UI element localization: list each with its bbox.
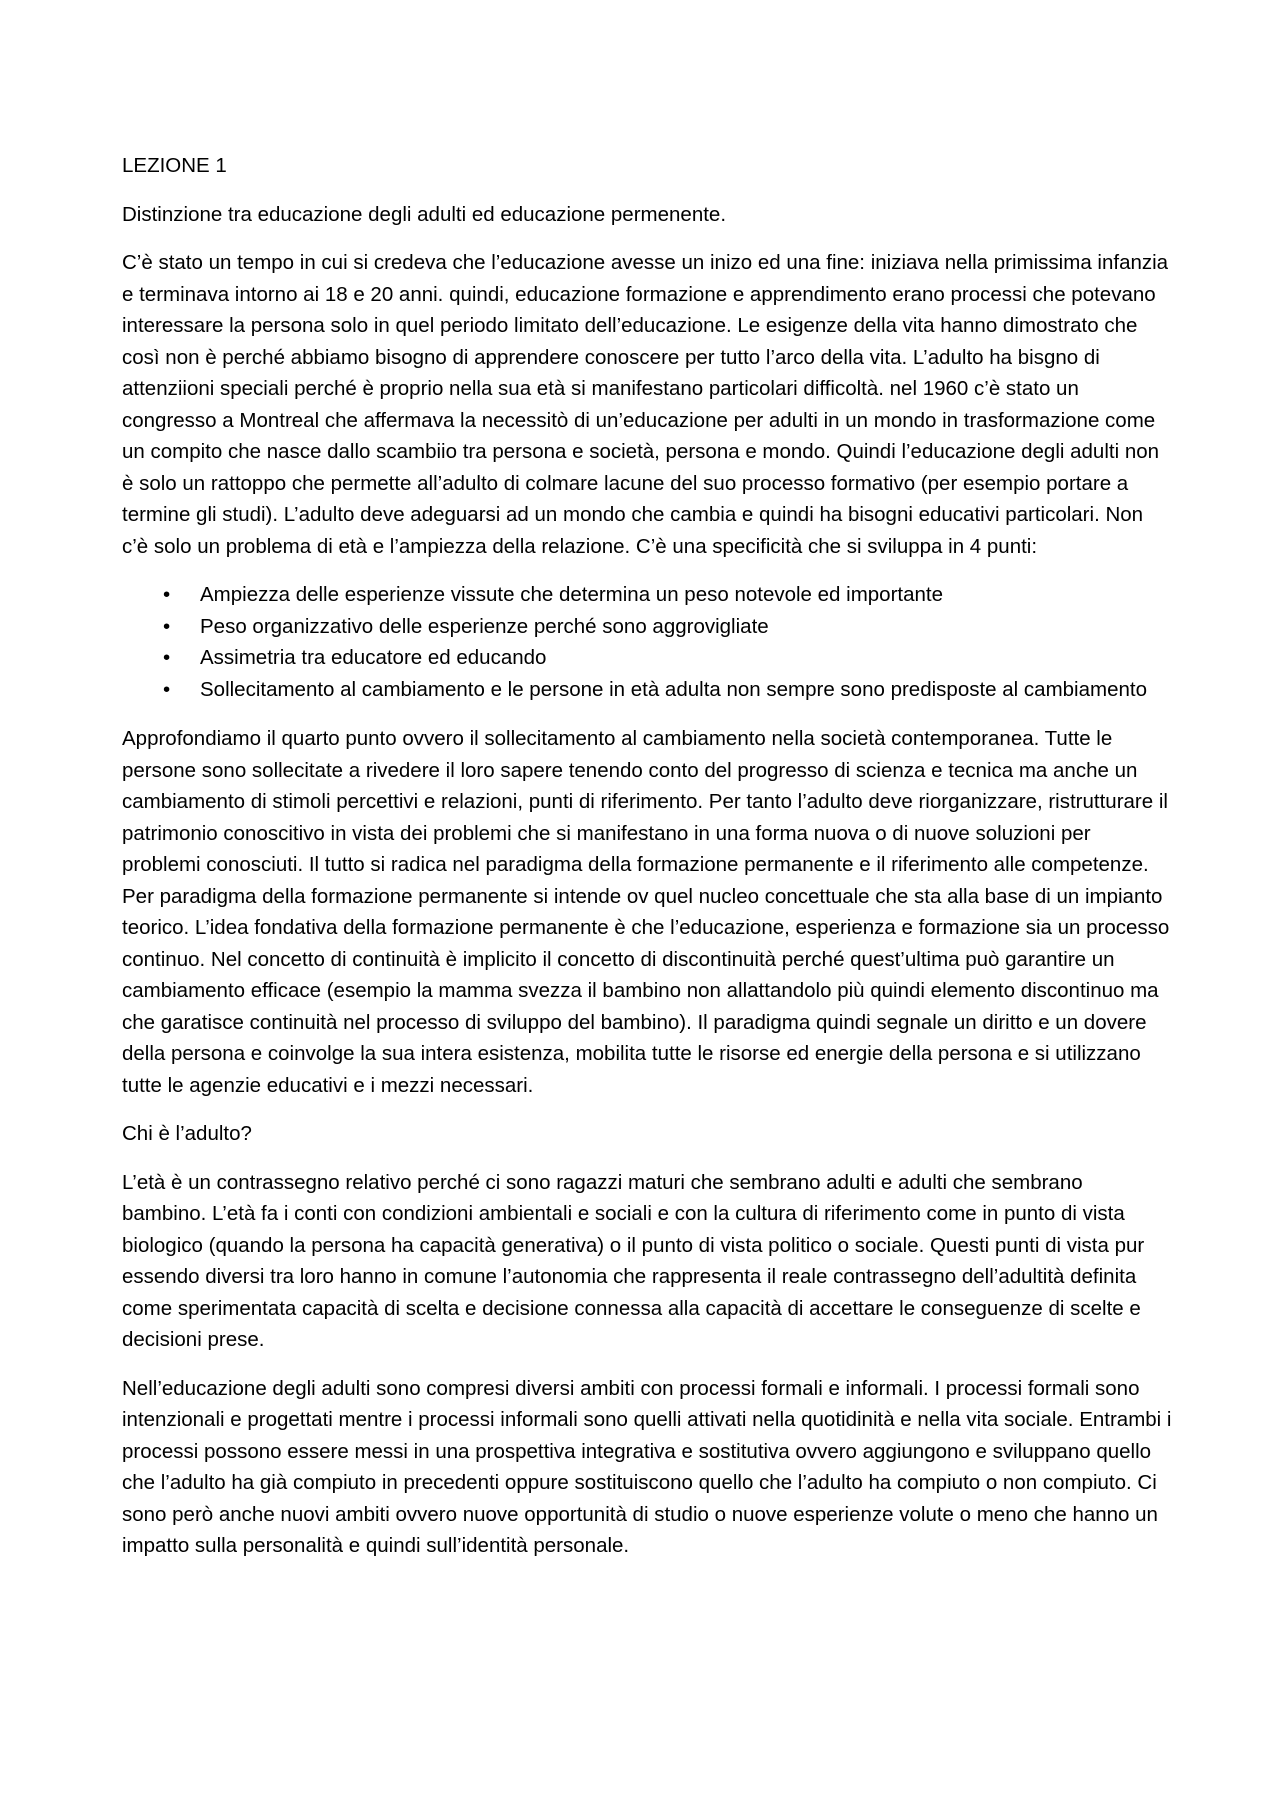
list-item-text: Ampiezza delle esperienze vissute che determina un peso notevole ed importante — [200, 583, 943, 606]
specificity-points-list — [122, 579, 1172, 705]
bullet-icon: • — [163, 614, 171, 638]
document-page — [122, 150, 1172, 1579]
body-paragraph-adulthood: L’età è un contrassegno relativo perché ci sono ragazzi maturi che sembrano adulti e adulti che sembrano bambino. L’età fa i conti con condizioni ambientali e sociali e con la cultura di riferimento come in punto di vista biologico (quando la persona ha capacità generativa) o il punto di vista politico o sociale. Questi punti di vista pur essendo diversi tra loro hanno in comune l’autonomia che rappresenta il reale contrassegno dell’adultità definita come sperimentata capacità di scelta e decisione connessa alla capacità di accettare le conseguenze di scelte e decisioni prese. — [122, 1170, 1145, 1351]
list-item — [122, 642, 1172, 674]
list-item-text: Assimetria tra educatore ed educando — [200, 646, 547, 669]
list-item — [122, 674, 1172, 706]
lesson-subtitle: Distinzione tra educazione degli adulti ed educazione permenente. — [122, 202, 727, 226]
lesson-heading: LEZIONE 1 — [122, 154, 227, 177]
list-item-text: Peso organizzativo delle esperienze perché sono aggrovigliate — [200, 614, 769, 638]
bullet-icon: • — [163, 583, 171, 606]
body-paragraph-processes: Nell’educazione degli adulti sono compresi diversi ambiti con processi formali e informali. I processi formali sono intenzionali e progettati mentre i processi informali sono quelli attivati nella quotidinità e nella vita sociale. Entrambi i processi possono essere messi in una prospettiva integrativa e sostitutiva ovvero aggiungono e sviluppano quello che l’adulto ha già compiuto in precedenti oppure sostituiscono quello che l’adulto ha compiuto o non compiuto. Ci sono però anche nuovi ambiti ovvero nuove opportunità di studio o nuove esperienze volute o meno che hanno un impatto sulla personalità e quindi sull’identità personale. — [122, 1376, 1172, 1557]
list-item — [122, 611, 1172, 643]
bullet-icon: • — [163, 677, 171, 701]
section-question: Chi è l’adulto? — [122, 1122, 252, 1145]
list-item — [122, 579, 1172, 611]
bullet-icon: • — [163, 646, 171, 669]
body-paragraph-change: Approfondiamo il quarto punto ovvero il sollecitamento al cambiamento nella società contemporanea. Tutte le persone sono sollecitate a rivedere il loro sapere tenendo conto del progresso di scienza e tecnica ma anche un cambiamento di stimoli percettivi e relazioni, punti di riferimento. Per tanto l’adulto deve riorganizzare, ristrutturare il patrimonio conoscitivo in vista dei problemi che si manifestano in una forma nuova o di nuove soluzioni per problemi conosciuti. Il tutto si radica nel paradigma della formazione permanente e il riferimento alle competenze. Per paradigma della formazione permanente si intende ov quel nucleo concettuale che sta alla base di un impianto teorico. L’idea fondativa della formazione permanente è che l’educazione, esperienza e formazione sia un processo continuo. Nel concetto di continuità è implicito il concetto di discontinuità perché quest’ultima può garantire un cambiamento efficace (esempio la mamma svezza il bambino non allattandolo più quindi elemento discontinuo ma che garatisce continuità nel processo di sviluppo del bambino). Il paradigma quindi segnale un diritto e un dovere della persona e coinvolge la sua intera esistenza, mobilita tutte le risorse ed energie della persona e si utilizzano tutte le agenzie educativi e i mezzi necessari. — [122, 727, 1170, 1097]
intro-paragraph: C’è stato un tempo in cui si credeva che l’educazione avesse un inizo ed una fine: iniziava nella primissima infanzia e terminava intorno ai 18 e 20 anni. quindi, educazione formazione e apprendimento erano processi che potevano interessare la persona solo in quel periodo limitato dell’educazione. Le esigenze della vita hanno dimostrato che così non è perché abbiamo bisogno di apprendere conoscere per tutto l’arco della vita. L’adulto ha bisgno di attenziioni speciali perché è proprio nella sua età si manifestano particolari difficoltà. nel 1960 c’è stato un congresso a Montreal che affermava la necessitò di un’educazione per adulti in un mondo in trasformazione come un compito che nasce dallo scambiio tra persona e società, persona e mondo. Quindi l’educazione degli adulti non è solo un rattoppo che permette all’adulto di colmare lacune del suo processo formativo (per esempio portare a termine gli studi). L’adulto deve adeguarsi ad un mondo che cambia e quindi ha bisogni educativi particolari. Non c’è solo un problema di età e l’ampiezza della relazione. C’è una specificità che si sviluppa in 4 punti: — [122, 251, 1169, 558]
list-item-text: Sollecitamento al cambiamento e le persone in età adulta non sempre sono predisposte al cambiamento — [200, 677, 1147, 701]
